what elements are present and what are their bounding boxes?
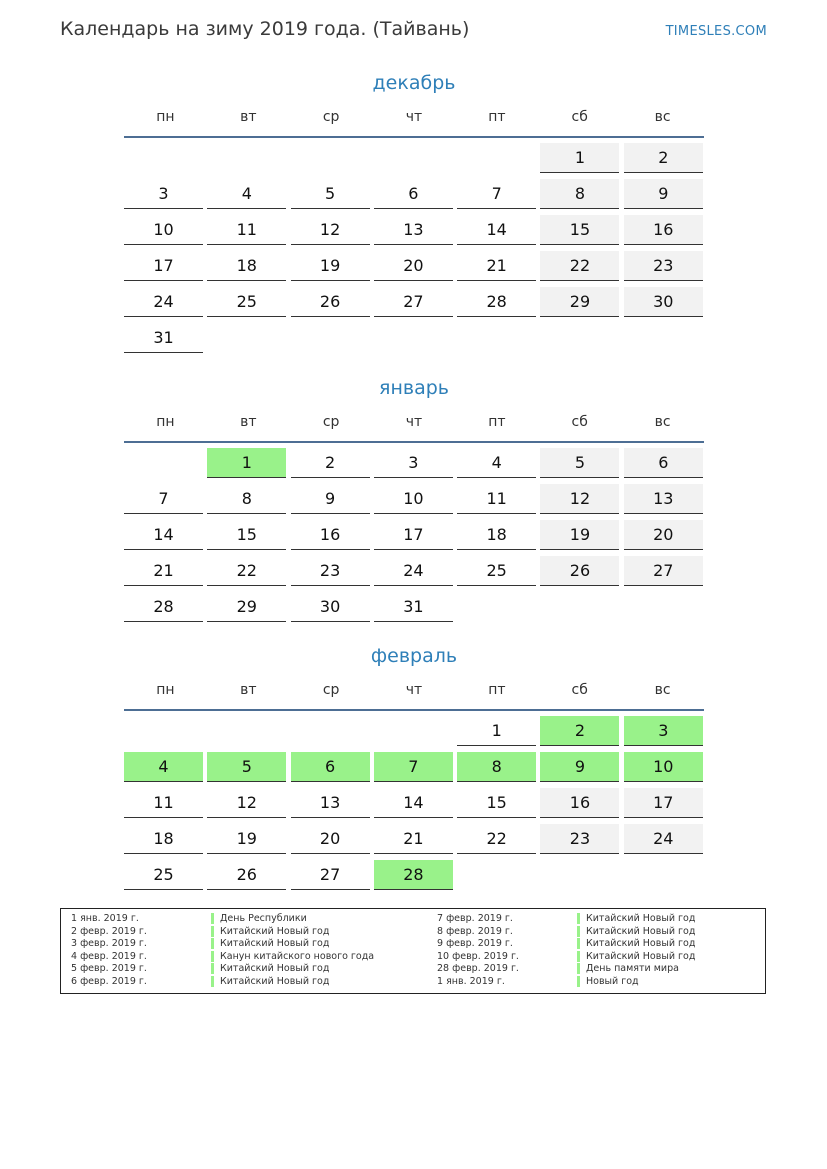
weekday-header (124, 671, 704, 709)
day-cell: 8 (207, 484, 286, 514)
weekend-day-cell: 29 (540, 287, 619, 317)
holiday-day-cell: 1 (207, 448, 286, 478)
month-february (124, 641, 704, 896)
legend-date: 10 февр. 2019 г. (437, 950, 519, 962)
legend-date: 8 февр. 2019 г. (437, 925, 513, 937)
week-row (124, 484, 704, 520)
holiday-day-cell: 6 (291, 752, 370, 782)
day-cell: 11 (207, 215, 286, 245)
empty-cell (124, 448, 203, 478)
day-cell: 29 (207, 592, 286, 622)
day-cell: 16 (291, 520, 370, 550)
empty-cell (374, 323, 453, 353)
day-cell: 21 (457, 251, 536, 281)
weekend-day-cell: 1 (540, 143, 619, 173)
week-row (124, 860, 704, 896)
empty-cell (457, 860, 536, 890)
week-row (124, 287, 704, 323)
legend-holiday-name: Китайский Новый год (577, 913, 695, 924)
holiday-day-cell: 2 (540, 716, 619, 746)
day-cell: 25 (207, 287, 286, 317)
weekend-day-cell: 8 (540, 179, 619, 209)
holiday-day-cell: 9 (540, 752, 619, 782)
weekend-day-cell: 17 (624, 788, 703, 818)
day-cell: 19 (207, 824, 286, 854)
empty-cell (624, 323, 703, 353)
week-row (124, 251, 704, 287)
weekday-label: вс (654, 414, 671, 430)
legend-item (71, 976, 374, 989)
week-row (124, 556, 704, 592)
legend-date: 7 февр. 2019 г. (437, 913, 513, 924)
weekday-label: ср (322, 414, 340, 430)
day-cell: 1 (457, 716, 536, 746)
day-cell: 11 (457, 484, 536, 514)
week-row (124, 520, 704, 556)
day-cell: 17 (374, 520, 453, 550)
weekday-label: сб (571, 109, 588, 125)
day-cell: 30 (291, 592, 370, 622)
empty-cell (207, 323, 286, 353)
day-cell: 31 (374, 592, 453, 622)
empty-cell (374, 143, 453, 173)
empty-cell (540, 592, 619, 622)
legend-item (437, 926, 695, 939)
weekend-day-cell: 22 (540, 251, 619, 281)
day-cell: 9 (291, 484, 370, 514)
weekend-day-cell: 19 (540, 520, 619, 550)
week-row (124, 448, 704, 484)
day-cell: 15 (457, 788, 536, 818)
weekend-day-cell: 5 (540, 448, 619, 478)
empty-cell (457, 592, 536, 622)
week-row (124, 824, 704, 860)
weekend-day-cell: 23 (624, 251, 703, 281)
legend-item (437, 976, 695, 989)
day-cell: 7 (124, 484, 203, 514)
holiday-day-cell: 8 (457, 752, 536, 782)
legend-item (437, 913, 695, 926)
day-cell: 20 (374, 251, 453, 281)
day-cell: 22 (457, 824, 536, 854)
weekday-label: пт (488, 109, 506, 125)
weekend-day-cell: 2 (624, 143, 703, 173)
legend-column-left (71, 913, 374, 989)
weekday-header (124, 403, 704, 441)
day-cell: 25 (457, 556, 536, 586)
empty-cell (457, 143, 536, 173)
day-cell: 21 (374, 824, 453, 854)
month-december (124, 68, 704, 359)
day-cell: 13 (291, 788, 370, 818)
weekday-label: пт (488, 682, 506, 698)
legend-holiday-name: Китайский Новый год (211, 963, 329, 974)
weekday-label: вс (654, 109, 671, 125)
weekday-label: сб (571, 682, 588, 698)
legend-item (71, 926, 374, 939)
day-cell: 24 (124, 287, 203, 317)
empty-cell (291, 323, 370, 353)
legend-date: 3 февр. 2019 г. (71, 938, 147, 950)
month-name: декабрь (372, 72, 456, 94)
legend-column-right (437, 913, 695, 989)
weekday-label: сб (571, 414, 588, 430)
page-title: Календарь на зиму 2019 года. (Тайвань) (60, 18, 470, 40)
weekday-label: вт (240, 414, 257, 430)
legend-date: 2 февр. 2019 г. (71, 925, 147, 937)
legend-holiday-name: Китайский Новый год (211, 926, 329, 937)
month-name: январь (379, 377, 449, 399)
day-cell: 3 (374, 448, 453, 478)
week-row (124, 592, 704, 628)
day-cell: 5 (291, 179, 370, 209)
empty-cell (624, 860, 703, 890)
day-cell: 10 (124, 215, 203, 245)
empty-cell (540, 323, 619, 353)
weekend-day-cell: 24 (624, 824, 703, 854)
day-cell: 17 (124, 251, 203, 281)
day-cell: 4 (207, 179, 286, 209)
legend-item (437, 963, 695, 976)
weekday-label: ср (322, 682, 340, 698)
weekend-day-cell: 9 (624, 179, 703, 209)
day-cell: 13 (374, 215, 453, 245)
legend-holiday-name: День Республики (211, 913, 307, 924)
legend-item (71, 913, 374, 926)
weekend-day-cell: 6 (624, 448, 703, 478)
week-row (124, 143, 704, 179)
holiday-day-cell: 3 (624, 716, 703, 746)
weekend-day-cell: 27 (624, 556, 703, 586)
weekend-day-cell: 16 (540, 788, 619, 818)
empty-cell (374, 716, 453, 746)
weekday-label: ср (322, 109, 340, 125)
weekday-label: чт (405, 682, 423, 698)
empty-cell (207, 143, 286, 173)
week-row (124, 716, 704, 752)
holiday-legend (60, 908, 766, 994)
legend-item (71, 951, 374, 964)
day-cell: 26 (207, 860, 286, 890)
legend-date: 1 янв. 2019 г. (71, 913, 139, 924)
legend-date: 5 февр. 2019 г. (71, 963, 147, 975)
holiday-day-cell: 10 (624, 752, 703, 782)
day-cell: 7 (457, 179, 536, 209)
legend-holiday-name: Канун китайского нового года (211, 951, 374, 962)
header-rule (124, 136, 704, 138)
day-cell: 22 (207, 556, 286, 586)
day-cell: 25 (124, 860, 203, 890)
day-cell: 27 (291, 860, 370, 890)
day-cell: 12 (291, 215, 370, 245)
day-cell: 12 (207, 788, 286, 818)
legend-holiday-name: Китайский Новый год (211, 976, 329, 987)
month-january (124, 373, 704, 628)
day-cell: 18 (124, 824, 203, 854)
legend-holiday-name: Китайский Новый год (577, 951, 695, 962)
weekend-day-cell: 12 (540, 484, 619, 514)
day-cell: 26 (291, 287, 370, 317)
day-cell: 2 (291, 448, 370, 478)
empty-cell (207, 716, 286, 746)
day-cell: 11 (124, 788, 203, 818)
day-cell: 31 (124, 323, 203, 353)
weekday-label: чт (405, 109, 423, 125)
day-cell: 4 (457, 448, 536, 478)
holiday-day-cell: 4 (124, 752, 203, 782)
day-cell: 23 (291, 556, 370, 586)
day-cell: 14 (374, 788, 453, 818)
legend-holiday-name: Китайский Новый год (577, 938, 695, 949)
empty-cell (124, 716, 203, 746)
day-cell: 27 (374, 287, 453, 317)
day-cell: 18 (207, 251, 286, 281)
weekday-label: пн (156, 414, 175, 430)
holiday-day-cell: 7 (374, 752, 453, 782)
header-rule (124, 441, 704, 443)
weekend-day-cell: 13 (624, 484, 703, 514)
day-cell: 28 (457, 287, 536, 317)
legend-date: 1 янв. 2019 г. (437, 975, 505, 987)
weekend-day-cell: 23 (540, 824, 619, 854)
holiday-day-cell: 5 (207, 752, 286, 782)
month-name: февраль (370, 645, 458, 667)
week-row (124, 215, 704, 251)
legend-item (71, 938, 374, 951)
week-row (124, 752, 704, 788)
empty-cell (291, 143, 370, 173)
empty-cell (624, 592, 703, 622)
day-cell: 10 (374, 484, 453, 514)
weekday-label: пт (488, 414, 506, 430)
legend-item (71, 963, 374, 976)
weekday-label: пн (156, 682, 175, 698)
empty-cell (457, 323, 536, 353)
weekend-day-cell: 30 (624, 287, 703, 317)
weekend-day-cell: 16 (624, 215, 703, 245)
header-rule (124, 709, 704, 711)
holiday-day-cell: 28 (374, 860, 453, 890)
legend-item (437, 951, 695, 964)
week-row (124, 179, 704, 215)
weekday-header (124, 98, 704, 136)
legend-date: 28 февр. 2019 г. (437, 963, 519, 975)
day-cell: 18 (457, 520, 536, 550)
empty-cell (540, 860, 619, 890)
legend-date: 4 февр. 2019 г. (71, 950, 147, 962)
weekend-day-cell: 26 (540, 556, 619, 586)
legend-holiday-name: Китайский Новый год (577, 926, 695, 937)
day-cell: 28 (124, 592, 203, 622)
day-cell: 20 (291, 824, 370, 854)
weekday-label: пн (156, 109, 175, 125)
day-cell: 14 (124, 520, 203, 550)
weekday-label: чт (405, 414, 423, 430)
day-cell: 15 (207, 520, 286, 550)
empty-cell (124, 143, 203, 173)
day-cell: 24 (374, 556, 453, 586)
week-row (124, 323, 704, 359)
weekend-day-cell: 20 (624, 520, 703, 550)
weekday-label: вс (654, 682, 671, 698)
day-cell: 3 (124, 179, 203, 209)
empty-cell (291, 716, 370, 746)
legend-date: 6 февр. 2019 г. (71, 975, 147, 987)
legend-holiday-name: День памяти мира (577, 963, 679, 974)
day-cell: 19 (291, 251, 370, 281)
day-cell: 14 (457, 215, 536, 245)
site-link[interactable]: TIMESLES.COM (665, 24, 767, 39)
weekend-day-cell: 15 (540, 215, 619, 245)
legend-holiday-name: Китайский Новый год (211, 938, 329, 949)
legend-holiday-name: Новый год (577, 976, 639, 987)
weekday-label: вт (240, 109, 257, 125)
day-cell: 21 (124, 556, 203, 586)
legend-item (437, 938, 695, 951)
week-row (124, 788, 704, 824)
day-cell: 6 (374, 179, 453, 209)
weekday-label: вт (240, 682, 257, 698)
legend-date: 9 февр. 2019 г. (437, 938, 513, 950)
